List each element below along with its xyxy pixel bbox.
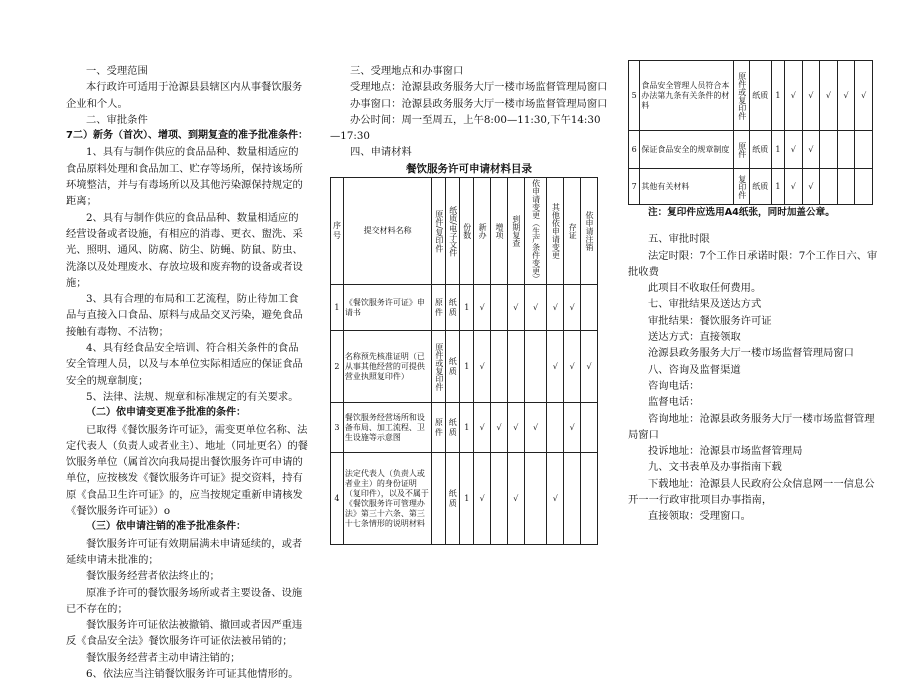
cell: 3 [331, 403, 344, 453]
table-row [331, 403, 598, 453]
header-cell: 依申请变更（生产条件变更） [524, 178, 547, 285]
table-note: 注：复印件应选用A4纸张，同时加盖公章。 [648, 207, 835, 218]
header-cell: 提交材料名称 [343, 178, 431, 285]
cell: 纸质 [749, 131, 771, 169]
cell: 复印件 [734, 169, 750, 205]
section-heading-conditions: 二、审批条件 [86, 113, 148, 126]
cell [837, 169, 855, 205]
paragraph: 4、具有经食品安全培训、符合相关条件的食品安全管理人员，以及与本单位实际相适应的保证食品安全的规章制度； [66, 342, 303, 387]
subheading-new: 7二）新务（首次）、增项、到期复查的准予批准条件： [66, 130, 308, 142]
header-cell: 存证 [564, 178, 581, 285]
cell: 保证食品安全的规章制度 [640, 131, 734, 169]
paragraph: 送达方式：直接领取 [648, 331, 741, 344]
cell: √ [837, 61, 855, 131]
paragraph: 5、法律、法规、规章和标准规定的有关要求。 [86, 390, 299, 403]
cell: 纸质 [446, 403, 460, 453]
header-cell: 序号 [331, 178, 344, 285]
section-heading-scope: 一、受理范围 [86, 65, 148, 77]
table-row [331, 331, 598, 403]
paragraph: 沧源县政务服务大厅一楼市场监督管理局窗口 [648, 347, 854, 360]
cell: 餐饮服务经营场所和设备布局、加工流程、卫生设施等示意图 [343, 403, 431, 453]
table-title: 餐饮服务许可申请材料目录 [406, 162, 532, 175]
paragraph: 投诉地址：沧源县市场监督管理局 [648, 445, 803, 458]
cell: 2 [331, 331, 344, 403]
cell: 7 [629, 169, 640, 205]
cell [837, 131, 855, 169]
table-row [629, 131, 873, 169]
cell [581, 285, 598, 331]
cell: 1 [460, 453, 474, 545]
paragraph: 6、依法应当注销餐饮服务许可证其他情形的。 [86, 667, 299, 680]
cell [491, 331, 508, 403]
paragraph: 餐饮服务经营者依法终止的； [86, 570, 220, 583]
paragraph: 下载地址：沧源县人民政府公众信息网一一信息公开一一行政审批项目办事指南， [628, 477, 875, 507]
subheading-cancel: （三）依申请注销的准予批准条件： [86, 521, 246, 533]
paragraph: 3、具有合理的布局和工艺流程，防止待加工食品与直接入口食品、原料与成品交叉污染，避免食品接触有毒物、不洁物； [66, 293, 303, 338]
cell: 1 [460, 403, 474, 453]
table-row [331, 285, 598, 331]
header-cell: 纸质/电子文件 [446, 178, 460, 285]
cell: √ [564, 285, 581, 331]
column-right [628, 60, 880, 525]
cell [581, 453, 598, 545]
cell: √ [855, 61, 873, 131]
cell: 纸质 [446, 285, 460, 331]
cell [564, 453, 581, 545]
header-cell: 增项 [491, 178, 508, 285]
cell [855, 131, 873, 169]
column-middle [330, 63, 608, 545]
cell: √ [785, 131, 803, 169]
paragraph: 已取得《餐饮服务许可证》，需变更单位名称、法定代表人（负责人或者业主）、地址（同址更名）的餐饮服务单位（属首次向我局提出餐饮服务许可申请的单位，应按核发《餐饮服务许可证》提交资料，持有原《食品卫生许可证》的，应当按规定重新申请核发《餐饮服务许可证》）o [66, 423, 308, 518]
section-heading-download: 九、文书表单及办事指南下载 [648, 461, 782, 474]
cell: 纸质 [749, 61, 771, 131]
header-cell: 份数 [460, 178, 474, 285]
cell [581, 403, 598, 453]
cell: √ [820, 61, 838, 131]
cell [507, 331, 524, 403]
table-row [629, 169, 873, 205]
header-cell: 其他依申请变更 [547, 178, 564, 285]
paragraph: 咨询地址：沧源县政务服务大厅一楼市场监督管理局窗口 [628, 412, 875, 441]
cell: 《餐饮服务许可证》申请书 [343, 285, 431, 331]
paragraph: 原准予许可的餐饮服务场所或者主要设备、设施已不存在的； [66, 586, 303, 615]
header-cell: 依申请注销 [581, 178, 598, 285]
cell: 原件 [432, 403, 446, 453]
paragraph: 审批结果：餐饮服务许可证 [648, 314, 772, 327]
cell: √ [507, 403, 524, 453]
cell: √ [564, 331, 581, 403]
materials-table-continued [628, 60, 873, 205]
materials-table [330, 177, 598, 545]
paragraph: 餐饮服务许可证依法被撤销、撤回或者因严重违反《食品安全法》餐饮服务许可证依法被吊销的； [66, 619, 303, 648]
cell [432, 453, 446, 545]
cell: √ [507, 285, 524, 331]
cell: √ [802, 169, 820, 205]
table-row [331, 453, 598, 545]
header-cell: 原件/复印件 [432, 178, 446, 285]
cell: √ [547, 453, 564, 545]
cell: 4 [331, 453, 344, 545]
cell: 法定代表人（负责人或者业主）的身份证明（复印件），以及不属于《餐饮服务许可管理办法》第三十六条、第三十七条情形的说明材料 [343, 453, 431, 545]
cell: √ [785, 169, 803, 205]
cell: 纸质 [749, 169, 771, 205]
paragraph: 受理地点：沧源县政务服务大厅一楼市场监督管理局窗口 [350, 81, 608, 94]
cell: 1 [771, 169, 784, 205]
paragraph: 咨询电话： [648, 379, 700, 392]
cell: 1 [460, 331, 474, 403]
header-cell: 到期复查 [507, 178, 524, 285]
cell: √ [474, 285, 491, 331]
section-heading-materials: 四、申请材料 [350, 146, 412, 159]
cell: 其他有关材料 [640, 169, 734, 205]
cell: √ [802, 61, 820, 131]
paragraph: 办事窗口：沧源县政务服务大厅一楼市场监督管理局窗口 [350, 97, 608, 110]
paragraph: 2、具有与制作供应的食品品种、数量相适应的经营设备或者设施，有相应的消毒、更衣、盥洗、采光、照明、通风、防腐、防尘、防蝇、防鼠、防虫、洗涤以及处理废水、存放垃圾和废弃物的设备或者设施； [66, 211, 303, 289]
table-row [629, 61, 873, 131]
paragraph: 直接领取：受理窗口。 [648, 510, 751, 523]
cell: 6 [629, 131, 640, 169]
cell: √ [581, 331, 598, 403]
section-heading-consult: 八、咨询及监督渠道 [648, 363, 741, 376]
section-heading-result: 七、审批结果及送达方式 [648, 298, 762, 311]
cell: √ [802, 131, 820, 169]
cell: √ [547, 331, 564, 403]
table-header-row [331, 178, 598, 285]
cell: √ [547, 285, 564, 331]
cell: 原件 [432, 285, 446, 331]
paragraph: 监督电话： [648, 396, 700, 409]
cell: 1 [771, 61, 784, 131]
cell [855, 169, 873, 205]
paragraph: 法定时限：7个工作日承诺时限：7个工作日六、审批收费 [628, 249, 878, 278]
cell [547, 403, 564, 453]
cell: 5 [629, 61, 640, 131]
paragraph: 餐饮服务许可证有效期届满未申请延续的，或者延续申请未批准的； [66, 537, 303, 566]
cell: √ [564, 403, 581, 453]
section-heading-location: 三、受理地点和办事窗口 [350, 65, 464, 77]
cell: √ [474, 453, 491, 545]
cell [820, 169, 838, 205]
cell [524, 331, 547, 403]
cell: 名称预先核准证明（已从事其他经营的可提供营业执照复印件） [343, 331, 431, 403]
cell: 纸质 [446, 453, 460, 545]
cell: 1 [331, 285, 344, 331]
paragraph: 1、具有与制作供应的食品品种、数量相适应的食品原料处理和食品加工、贮存等场所，保持该场所环境整洁，并与有毒场所以及其他污染源保持规定的距离； [66, 146, 303, 208]
paragraph: 餐饮服务经营者主动申请注销的； [86, 651, 241, 664]
subheading-change: （二）依申请变更准予批准的条件： [86, 407, 246, 419]
paragraph: 此项目不收取任何费用。 [648, 282, 762, 295]
cell: 1 [771, 131, 784, 169]
cell: √ [474, 403, 491, 453]
cell: 纸质 [446, 331, 460, 403]
cell: 原件 [734, 131, 750, 169]
cell: √ [491, 403, 508, 453]
cell: √ [507, 453, 524, 545]
cell: √ [524, 403, 547, 453]
cell [524, 453, 547, 545]
cell [820, 131, 838, 169]
cell [491, 453, 508, 545]
paragraph: 办公时间：周一至周五，上午8:00—11:30,下午14:30—17:30 [330, 113, 601, 143]
cell: 食品安全管理人员符合本办法第九条有关条件的材料 [640, 61, 734, 131]
cell: 1 [460, 285, 474, 331]
header-cell: 新办 [474, 178, 491, 285]
column-left [66, 63, 308, 682]
cell: √ [785, 61, 803, 131]
cell: 原件或复印件 [432, 331, 446, 403]
cell [491, 285, 508, 331]
cell: 原件或复印件 [734, 61, 750, 131]
paragraph: 本行政许可适用于沧源县县辖区内从事餐饮服务企业和个人。 [66, 81, 303, 110]
cell: √ [474, 331, 491, 403]
cell: √ [524, 285, 547, 331]
section-heading-time-limit: 五、审批时限 [648, 233, 710, 246]
